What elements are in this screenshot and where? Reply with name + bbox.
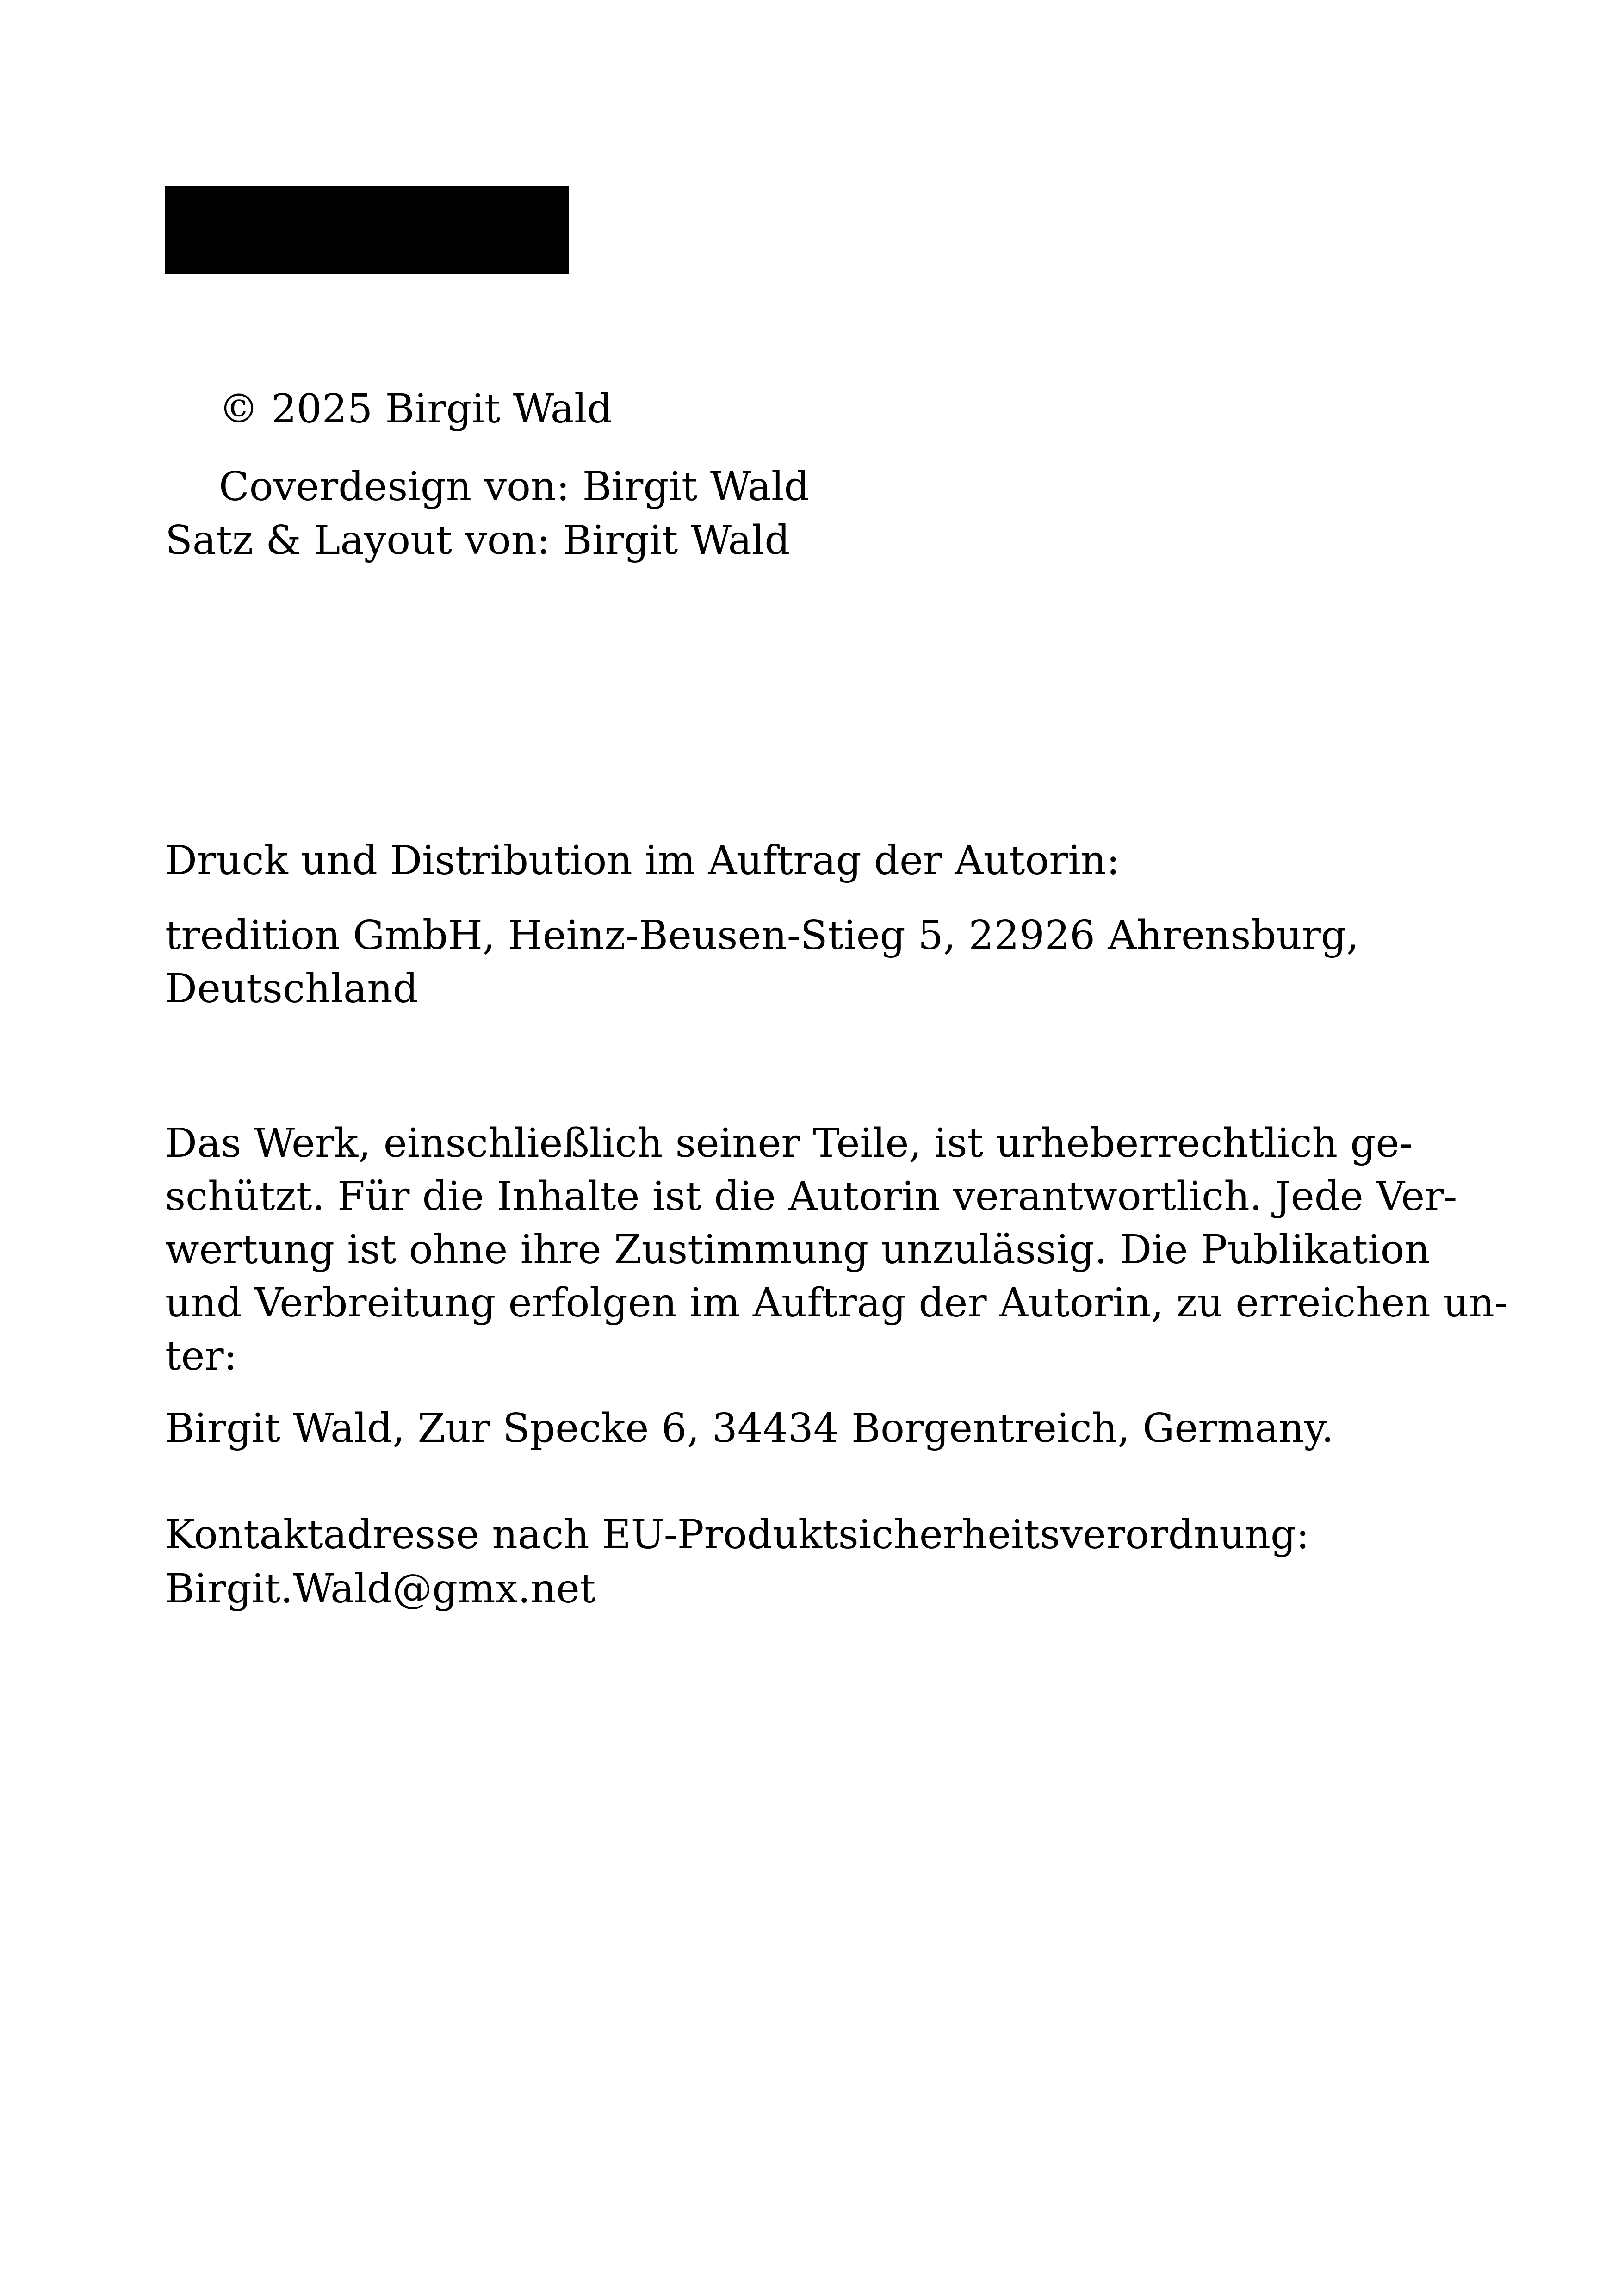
- redaction-block: [165, 186, 569, 274]
- author-address: Birgit Wald, Zur Specke 6, 34434 Borgentreich, Germany.: [165, 1405, 1334, 1452]
- distribution-heading: Druck und Distribution im Auftrag der Autorin:: [165, 838, 1120, 884]
- contact-label: Kontaktadresse nach EU-Produktsicherheitsverordnung:: [165, 1512, 1310, 1558]
- rights-line: und Verbreitung erfolgen im Auftrag der Autorin, zu erreichen un-: [165, 1280, 1508, 1326]
- rights-line: Das Werk, einschließlich seiner Teile, ist urheberrechtlich ge-: [165, 1120, 1413, 1167]
- layout-credit: Satz & Layout von: Birgit Wald: [165, 517, 790, 564]
- rights-line: schützt. Für die Inhalte ist die Autorin verantwortlich. Jede Ver-: [165, 1173, 1457, 1220]
- contact-email[interactable]: Birgit.Wald@gmx.net: [165, 1566, 596, 1612]
- rights-line: wertung ist ohne ihre Zustimmung unzulässig. Die Publikation: [165, 1227, 1430, 1273]
- rights-line: ter:: [165, 1333, 237, 1379]
- copyright-line: © 2025 Birgit Wald: [219, 386, 613, 432]
- publisher-address-line2: Deutschland: [165, 966, 418, 1012]
- cover-design-credit: Coverdesign von: Birgit Wald: [219, 464, 810, 510]
- publisher-address-line1: tredition GmbH, Heinz-Beusen-Stieg 5, 22926 Ahrensburg,: [165, 912, 1359, 959]
- rights-paragraph: [165, 1117, 1508, 1383]
